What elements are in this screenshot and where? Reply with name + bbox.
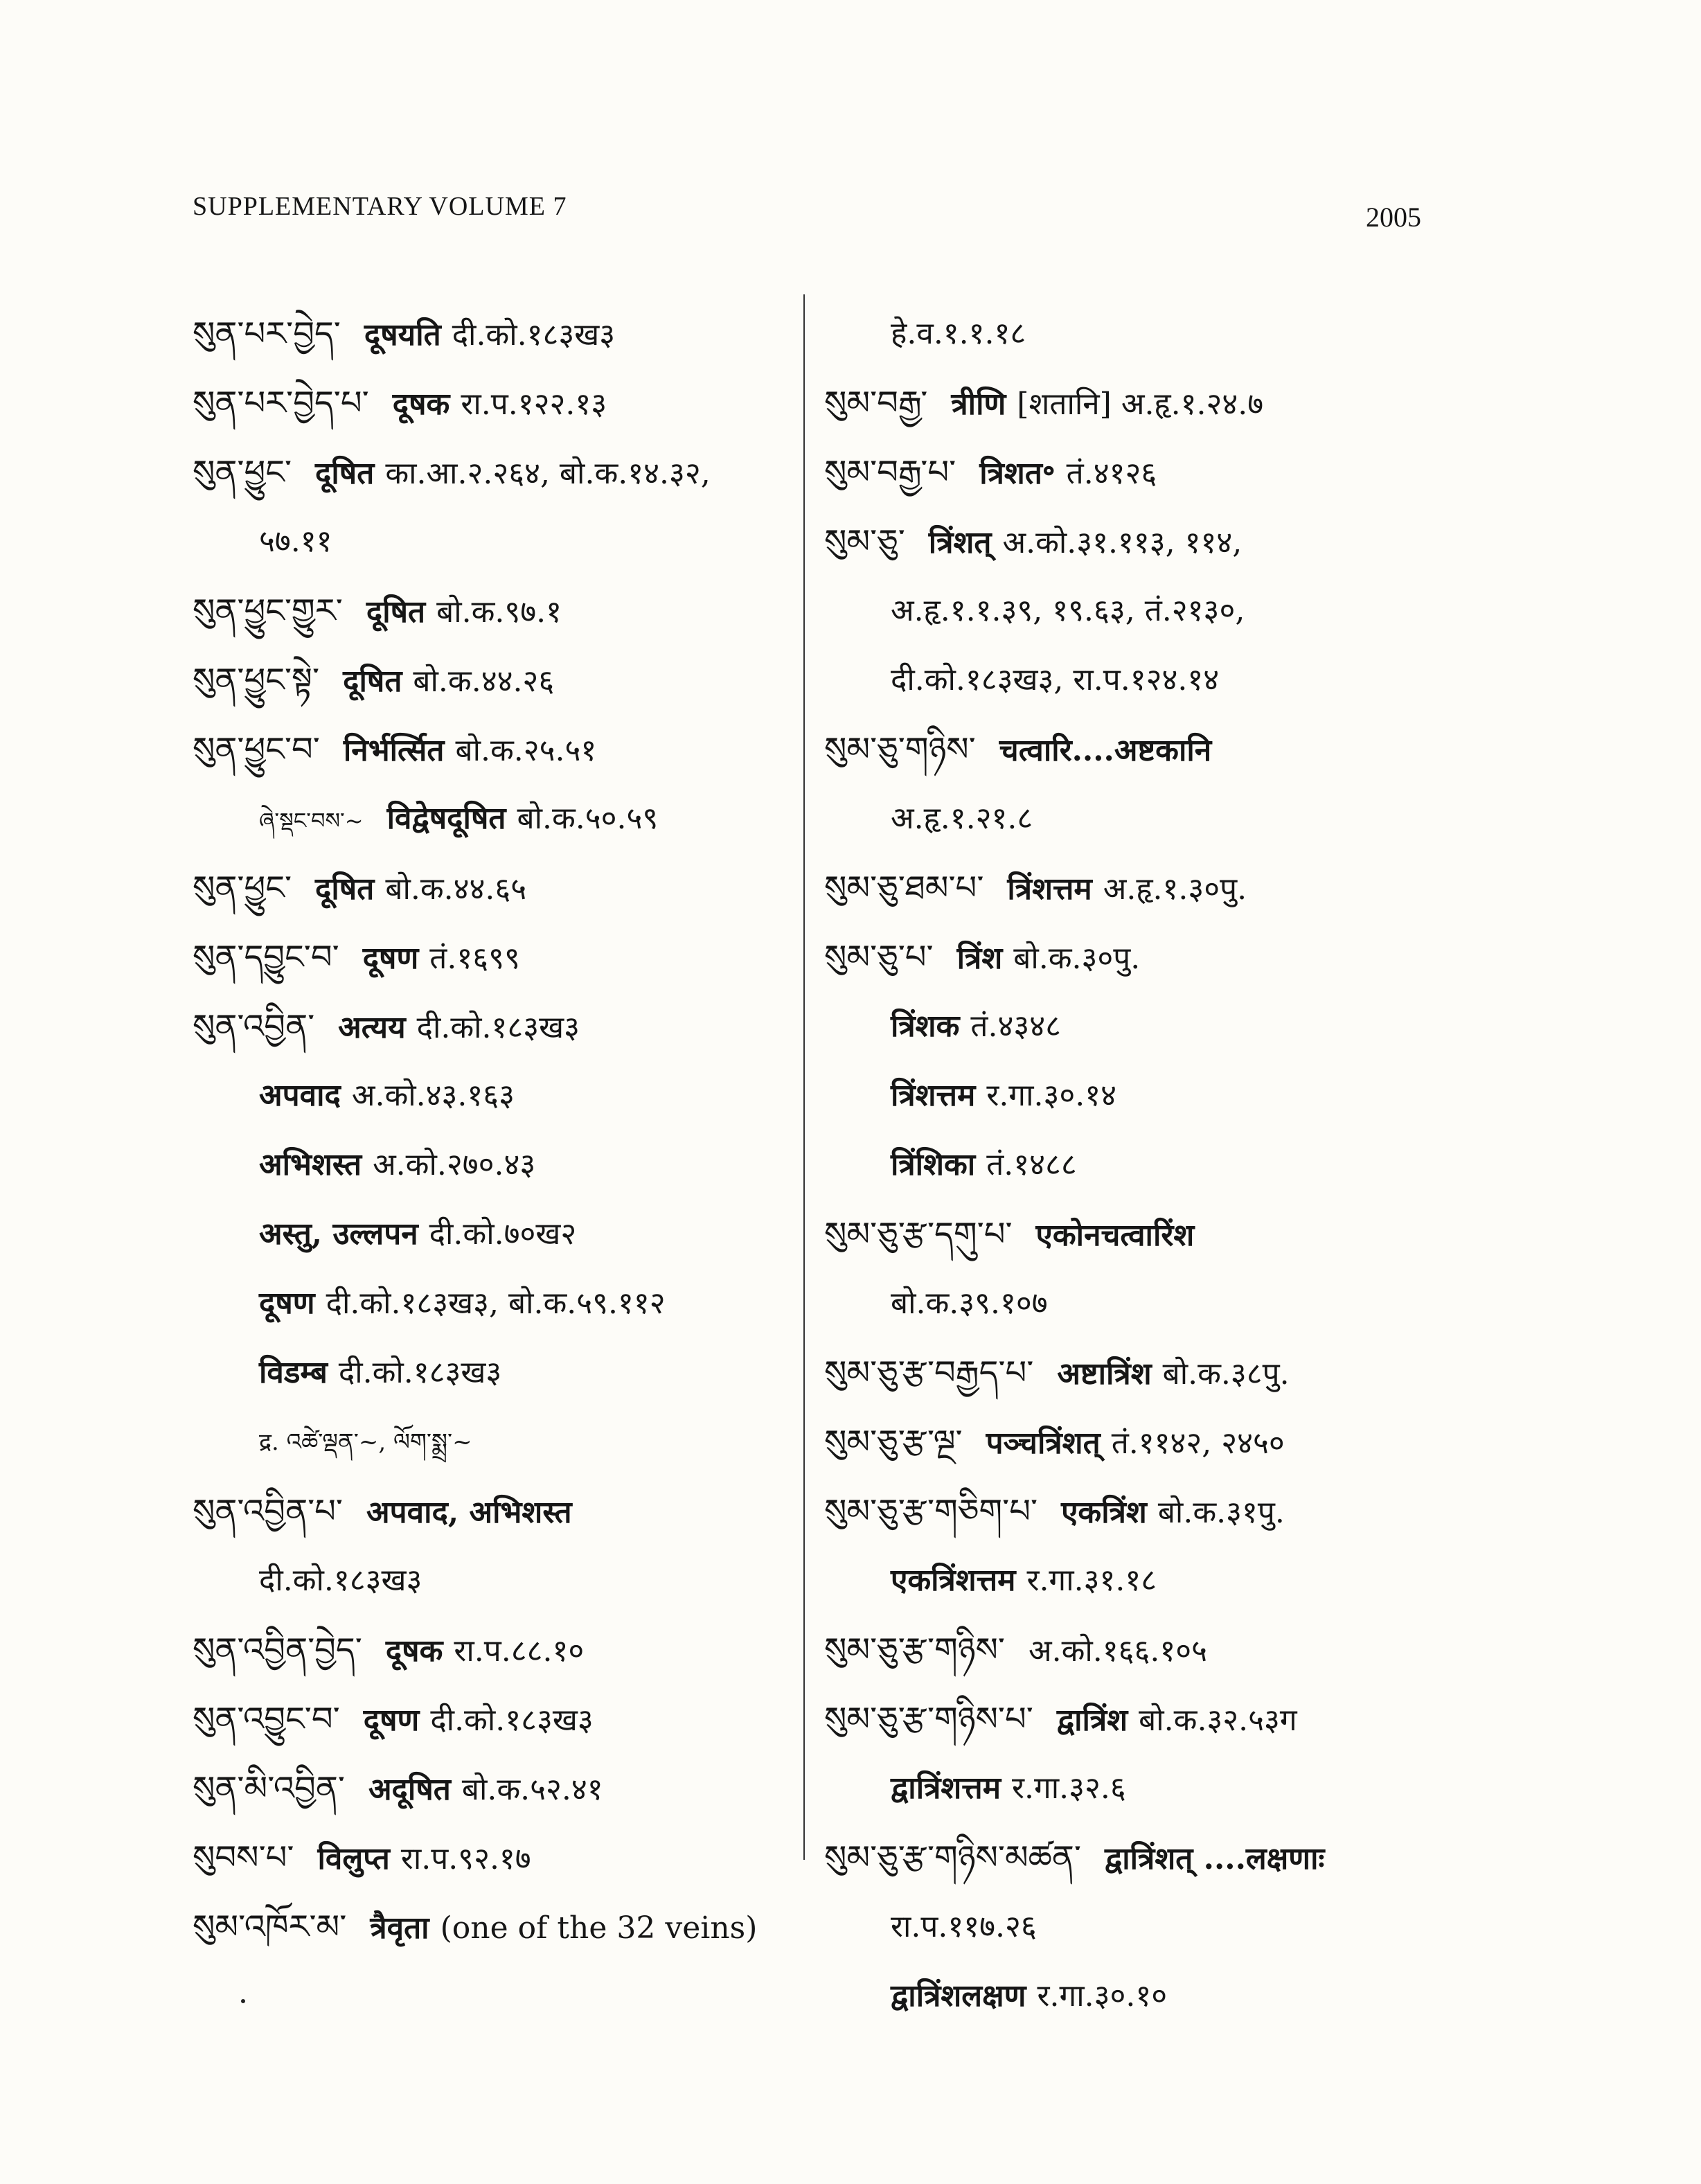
dictionary-entry — [193, 1546, 795, 1615]
source-reference: रा.प.९२.१७ — [400, 1841, 531, 1876]
source-reference: अ.हृ.१.३०पु. — [1103, 871, 1247, 907]
dictionary-entry — [193, 1200, 795, 1269]
source-reference: दी.को.१८३ख३ — [338, 1355, 502, 1390]
source-reference: तं.४३४८ — [970, 1009, 1061, 1044]
dictionary-entry — [824, 1408, 1510, 1477]
dictionary-entry — [824, 715, 1510, 784]
source-reference: द्र. འཚེ་ལྡན་~, ལོག་སྨྲ་~ — [259, 1428, 472, 1456]
dictionary-entry — [824, 853, 1510, 923]
source-reference: बो.क.३९.१०७ — [891, 1286, 1048, 1321]
dictionary-entry — [824, 1892, 1510, 1962]
tibetan-headword: སུམ་ཅུ་རྩ་བརྒྱད་པ་ — [824, 1353, 1034, 1392]
sanskrit-equivalent: निर्भर्त्सित — [343, 733, 445, 768]
source-reference: ५७.११ — [259, 524, 332, 559]
source-reference: बो.क.५२.४१ — [461, 1772, 603, 1807]
source-reference: बो.क.३८पु. — [1162, 1356, 1290, 1392]
tibetan-headword: སུན་ཕྱུང་སྟེ་ — [193, 661, 320, 700]
sanskrit-equivalent: त्रीणि — [951, 387, 1006, 422]
sanskrit-equivalent: चत्वारि....अष्टकानि — [999, 733, 1212, 768]
tibetan-headword: སུན་ཕྱུང་ — [193, 453, 292, 492]
dictionary-entry — [193, 1685, 795, 1754]
dictionary-entry — [193, 853, 795, 923]
dictionary-entry — [193, 1892, 795, 1962]
source-reference: का.आ.२.२६४, बो.क.१४.३२, — [385, 456, 711, 491]
column-divider — [803, 294, 805, 1860]
dictionary-entry — [824, 923, 1510, 992]
dictionary-entry — [824, 1962, 1510, 2031]
tibetan-headword: སུམ་ཅུ་རྩ་དགུ་པ་ — [824, 1215, 1013, 1254]
source-reference: दी.को.१८३ख३ — [416, 1010, 580, 1045]
source-reference: बो.क.४४.२६ — [413, 664, 555, 699]
dictionary-entry — [193, 1269, 795, 1338]
tibetan-headword: སུན་འབྱིན་པ་ — [193, 1492, 344, 1531]
dictionary-entry — [193, 1338, 795, 1408]
dictionary-entry — [824, 507, 1510, 576]
sanskrit-equivalent: विद्वेषदूषित — [386, 801, 506, 836]
source-reference: बो.क.३०पु. — [1013, 941, 1141, 976]
dictionary-entry — [824, 438, 1510, 507]
dictionary-entry — [824, 1477, 1510, 1546]
stray-mark — [241, 1999, 245, 2003]
dictionary-entry — [193, 784, 795, 853]
left-column — [193, 299, 795, 1962]
sanskrit-equivalent: दूषण — [259, 1286, 315, 1321]
dictionary-entry — [193, 1408, 795, 1477]
sanskrit-equivalent: अपवाद — [259, 1078, 341, 1113]
sanskrit-equivalent: अत्यय — [338, 1010, 406, 1045]
source-reference: बो.क.३२.५३ग — [1139, 1703, 1297, 1738]
tibetan-headword: སུན་འབྱིན་བྱེད་ — [193, 1631, 362, 1669]
dictionary-entry — [193, 507, 795, 576]
source-reference: अ.हृ.१.१.३९, १९.६३, तं.२१३०, — [891, 593, 1245, 628]
tibetan-headword: སུན་མི་འབྱིན་ — [193, 1769, 345, 1808]
sanskrit-equivalent: पञ्चत्रिंशत् — [986, 1426, 1101, 1461]
tibetan-headword: ཞེ་སྡང་བས་~ — [259, 808, 364, 834]
source-reference: र.गा.३१.१८ — [1026, 1563, 1157, 1598]
tibetan-headword: སུམ་ཅུ་རྩ་གཉིས་ — [824, 1631, 1005, 1669]
sanskrit-equivalent: दूषित — [343, 664, 402, 699]
tibetan-headword: སུམ་འཁོར་མ་ — [193, 1908, 347, 1946]
dictionary-entry — [824, 1685, 1510, 1754]
dictionary-entry — [193, 1061, 795, 1130]
page-number: 2005 — [1366, 202, 1421, 233]
sanskrit-equivalent: एकत्रिंश — [1061, 1495, 1147, 1530]
dictionary-entry — [193, 646, 795, 715]
dictionary-entry — [193, 1754, 795, 1823]
dictionary-entry — [824, 1615, 1510, 1685]
source-reference: (one of the 32 veins) — [440, 1910, 758, 1946]
sanskrit-equivalent: त्रिंशिका — [891, 1147, 976, 1182]
sanskrit-equivalent: अभिशस्त — [259, 1147, 362, 1182]
tibetan-headword: སུམ་ཅུ་རྩ་གཉིས་པ་ — [824, 1700, 1033, 1739]
sanskrit-equivalent: त्रिंश — [956, 941, 1003, 976]
sanskrit-equivalent: अस्तु, उल्लपन — [259, 1216, 418, 1252]
source-reference: बो.क.२५.५१ — [455, 733, 597, 768]
sanskrit-equivalent: दूषित — [315, 871, 375, 907]
source-reference: तं.१४८८ — [986, 1147, 1077, 1182]
dictionary-entry — [824, 1338, 1510, 1408]
source-reference: अ.को.३१.११३, ११४, — [1002, 525, 1243, 560]
sanskrit-equivalent: दूषण — [362, 941, 419, 976]
tibetan-headword: སུམ་ཅུ་པ་ — [824, 938, 934, 977]
dictionary-entry — [824, 784, 1510, 853]
sanskrit-equivalent: दूषित — [366, 594, 426, 630]
source-reference: रा.प.१२२.१३ — [461, 387, 607, 422]
source-reference: र.गा.३०.१० — [1037, 1978, 1168, 2014]
dictionary-entry — [824, 299, 1510, 369]
tibetan-headword: སུམ་ཅུ་ — [824, 522, 905, 561]
dictionary-entry — [193, 923, 795, 992]
tibetan-headword: སུམ་བརྒྱ་ — [824, 384, 928, 423]
sanskrit-equivalent: द्वात्रिंश — [1056, 1703, 1128, 1738]
source-reference: र.गा.३०.१४ — [986, 1078, 1116, 1113]
source-reference: तं.११४२, २४५० — [1111, 1426, 1285, 1461]
dictionary-entry — [193, 1823, 795, 1892]
source-reference: दी.को.१८३ख३ — [452, 317, 616, 353]
source-reference: दी.को.१८३ख३ — [259, 1563, 422, 1598]
sanskrit-equivalent: दूषयति — [364, 317, 441, 353]
tibetan-headword: སུམ་ཅུ་རྩ་གཅིག་པ་ — [824, 1492, 1038, 1531]
sanskrit-equivalent: अदूषित — [368, 1772, 451, 1807]
dictionary-entry — [824, 1130, 1510, 1200]
dictionary-entry — [824, 992, 1510, 1061]
source-reference: अ.को.४३.१६३ — [351, 1078, 515, 1113]
tibetan-headword: སུམ་ཅུ་རྩ་ལྔ་ — [824, 1423, 963, 1462]
dictionary-entry — [824, 1823, 1510, 1892]
dictionary-entry — [824, 576, 1510, 646]
source-reference: बो.क.३१पु. — [1157, 1495, 1285, 1530]
sanskrit-equivalent: विडम्ब — [259, 1355, 328, 1390]
sanskrit-equivalent: द्वात्रिंशलक्षण — [891, 1978, 1026, 2014]
sanskrit-equivalent: त्रिंशक — [891, 1009, 960, 1044]
sanskrit-equivalent: त्रैवृता — [370, 1910, 429, 1946]
source-reference: [शतानि] अ.हृ.१.२४.७ — [1017, 387, 1264, 422]
tibetan-headword: སུན་པར་བྱེད་པ་ — [193, 384, 369, 423]
sanskrit-equivalent: दूषक — [385, 1633, 443, 1669]
dictionary-entry — [193, 438, 795, 507]
dictionary-entry — [193, 369, 795, 438]
sanskrit-equivalent: अष्टात्रिंश — [1057, 1356, 1152, 1392]
tibetan-headword: སུམ་ཅུ་རྩ་གཉིས་མཚན་ — [824, 1838, 1081, 1877]
tibetan-headword: སུམ་ཅུ་ཐམ་པ་ — [824, 869, 984, 907]
tibetan-headword: སུབས་པ་ — [193, 1838, 294, 1877]
source-reference: दी.को.१८३ख३, रा.प.१२४.१४ — [891, 662, 1220, 698]
tibetan-headword: སུན་འབྱུང་བ་ — [193, 1700, 340, 1739]
source-reference: अ.को.२७०.४३ — [373, 1147, 536, 1182]
source-reference: रा.प.११७.२६ — [891, 1909, 1037, 1944]
sanskrit-equivalent: दूषक — [392, 387, 450, 422]
tibetan-headword: སུམ་ཅུ་གཉིས་ — [824, 730, 976, 769]
dictionary-entry — [193, 1130, 795, 1200]
source-reference: तं.१६९९ — [429, 941, 520, 976]
dictionary-entry — [824, 1200, 1510, 1269]
source-reference: दी.को.१८३ख३ — [430, 1703, 594, 1738]
dictionary-entry — [824, 646, 1510, 715]
source-reference: अ.को.१६६.१०५ — [1028, 1633, 1208, 1669]
sanskrit-equivalent: त्रिशत॰ — [979, 456, 1056, 491]
dictionary-entry — [193, 992, 795, 1061]
tibetan-headword: སུན་དབྱུང་བ་ — [193, 938, 339, 977]
dictionary-entry — [824, 1061, 1510, 1130]
source-reference: बो.क.४४.६५ — [385, 871, 527, 907]
tibetan-headword: སུན་པར་བྱེད་ — [193, 314, 341, 353]
sanskrit-equivalent: विलुप्त — [317, 1841, 390, 1876]
sanskrit-equivalent: द्वात्रिंशत् ....लक्षणाः — [1104, 1841, 1325, 1876]
right-column — [824, 299, 1510, 2031]
tibetan-headword: སུམ་བརྒྱ་པ་ — [824, 453, 956, 492]
sanskrit-equivalent: अपवाद, अभिशस्त — [366, 1495, 572, 1530]
source-reference: रा.प.८८.१० — [454, 1633, 585, 1669]
sanskrit-equivalent: त्रिंशत् — [928, 525, 992, 560]
sanskrit-equivalent: दूषित — [315, 456, 375, 491]
source-reference: र.गा.३२.६ — [1012, 1770, 1126, 1806]
dictionary-entry — [193, 1477, 795, 1546]
source-reference: बो.क.९७.१ — [436, 594, 562, 630]
source-reference: तं.४१२६ — [1066, 456, 1157, 491]
tibetan-headword: སུན་ཕྱུང་གྱུར་ — [193, 592, 343, 630]
sanskrit-equivalent: दूषण — [363, 1703, 420, 1738]
source-reference: अ.हृ.१.२१.८ — [891, 801, 1033, 836]
sanskrit-equivalent: एकोनचत्वारिंश — [1035, 1218, 1195, 1253]
sanskrit-equivalent: द्वात्रिंशत्तम — [891, 1770, 1001, 1806]
source-reference: हे.व.१.१.१८ — [891, 316, 1026, 351]
source-reference: दी.को.७०ख२ — [429, 1216, 577, 1252]
dictionary-entry — [193, 1615, 795, 1685]
dictionary-entry — [193, 715, 795, 784]
tibetan-headword: སུན་འབྱིན་ — [193, 1007, 315, 1046]
source-reference: बो.क.५०.५९ — [517, 801, 659, 836]
dictionary-entry — [824, 1546, 1510, 1615]
tibetan-headword: སུན་ཕྱུང་བ་ — [193, 730, 320, 769]
sanskrit-equivalent: त्रिंशत्तम — [891, 1078, 976, 1113]
dictionary-entry — [193, 576, 795, 646]
sanskrit-equivalent: त्रिंशत्तम — [1007, 871, 1092, 907]
dictionary-entry — [193, 299, 795, 369]
tibetan-headword: སུན་ཕྱུང་ — [193, 869, 292, 907]
dictionary-entry — [824, 1754, 1510, 1823]
dictionary-entry — [824, 1269, 1510, 1338]
sanskrit-equivalent: एकत्रिंशत्तम — [891, 1563, 1016, 1598]
dictionary-entry — [824, 369, 1510, 438]
source-reference: दी.को.१८३ख३, बो.क.५९.११२ — [326, 1286, 666, 1321]
running-header-title: SUPPLEMENTARY VOLUME 7 — [193, 192, 567, 221]
